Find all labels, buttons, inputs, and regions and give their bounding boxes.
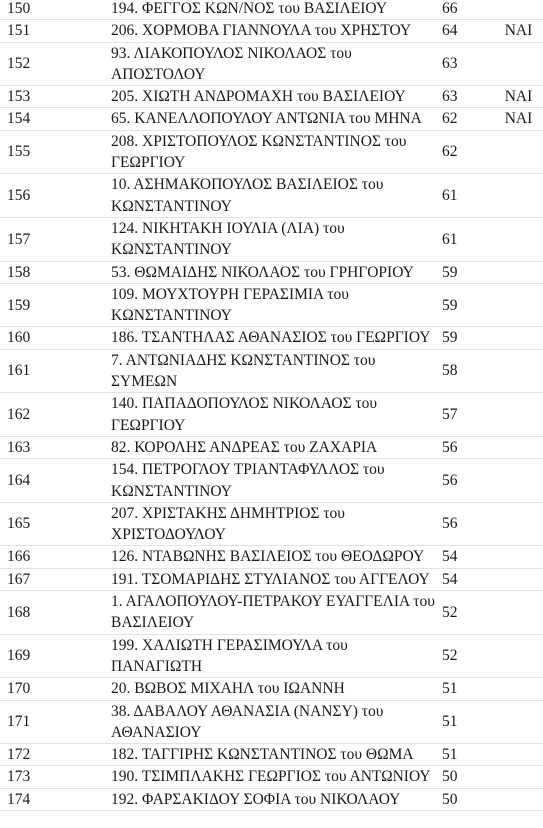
flag-cell [494, 261, 543, 283]
candidate-name-cell: 206. ΧΟΡΜΟΒΑ ΓΙΑΝΝΟΥΛΑ του ΧΡΗΣΤΟΥ [108, 20, 441, 42]
flag-cell: ΝΑΙ [494, 86, 543, 108]
flag-cell [494, 546, 543, 568]
score-cell: 54 [441, 568, 494, 590]
score-cell: 66 [441, 0, 494, 20]
candidate-name-cell: 20. ΒΩΒΟΣ ΜΙΧΑΗΛ του ΙΩΑΝΝΗ [108, 678, 441, 700]
rank-cell: 151 [0, 20, 108, 42]
candidate-name-cell: 38. ΔΑΒΑΛΟΥ ΑΘΑΝΑΣΙΑ (ΝΑΝΣΥ) του ΑΘΑΝΑΣΙΟΥ [108, 700, 441, 744]
rank-cell: 159 [0, 283, 108, 327]
candidate-name-cell: 190. ΤΣΙΜΠΛΑΚΗΣ ΓΕΩΡΓΙΟΣ του ΑΝΤΩΝΙΟΥ [108, 766, 441, 788]
rank-cell: 174 [0, 788, 108, 810]
candidate-name-cell: 65. ΚΑΝΕΛΛΟΠΟΥΛΟΥ ΑΝΤΩΝΙΑ του ΜΗΝΑ [108, 108, 441, 130]
candidate-name-cell: 207. ΧΡΙΣΤΑΚΗΣ ΔΗΜΗΤΡΙΟΣ του ΧΡΙΣΤΟΔΟΥΛΟΥ [108, 502, 441, 546]
table-row [0, 130, 543, 174]
score-cell: 63 [441, 42, 494, 86]
rank-cell: 165 [0, 502, 108, 546]
flag-cell [494, 634, 543, 678]
score-cell: 51 [441, 678, 494, 700]
rank-cell: 163 [0, 436, 108, 458]
score-cell: 52 [441, 591, 494, 635]
flag-cell [494, 283, 543, 327]
table-row [0, 283, 543, 327]
candidate-name-cell: 53. ΘΩΜΑΙΔΗΣ ΝΙΚΟΛΑΟΣ του ΓΡΗΓΟΡΙΟΥ [108, 261, 441, 283]
table-row [0, 174, 543, 218]
score-cell: 52 [441, 634, 494, 678]
table-row [0, 349, 543, 393]
score-cell: 51 [441, 700, 494, 744]
rank-cell: 171 [0, 700, 108, 744]
candidate-name-cell: 126. ΝΤΑΒΩΝΗΣ ΒΑΣΙΛΕΙΟΣ του ΘΕΟΔΩΡΟΥ [108, 546, 441, 568]
table-row [0, 678, 543, 700]
rank-cell: 152 [0, 42, 108, 86]
flag-cell [494, 568, 543, 590]
rank-cell: 168 [0, 591, 108, 635]
rank-cell: 153 [0, 86, 108, 108]
rank-cell: 157 [0, 217, 108, 261]
rank-cell: 169 [0, 634, 108, 678]
candidate-name-cell: 194. ΦΕΓΓΟΣ ΚΩΝ/ΝΟΣ του ΒΑΣΙΛΕΙΟΥ [108, 0, 441, 20]
table-row [0, 327, 543, 349]
table-row [0, 591, 543, 635]
score-cell: 59 [441, 283, 494, 327]
table-row [0, 634, 543, 678]
rank-cell: 155 [0, 130, 108, 174]
flag-cell [494, 217, 543, 261]
rank-cell: 161 [0, 349, 108, 393]
table-row [0, 393, 543, 437]
candidate-name-cell: 182. ΤΑΓΓΙΡΗΣ ΚΩΝΣΤΑΝΤΙΝΟΣ του ΘΩΜΑ [108, 744, 441, 766]
candidate-name-cell: 93. ΛΙΑΚΟΠΟΥΛΟΣ ΝΙΚΟΛΑΟΣ του ΑΠΟΣΤΟΛΟΥ [108, 42, 441, 86]
flag-cell [494, 349, 543, 393]
rank-cell: 158 [0, 261, 108, 283]
table-row [0, 459, 543, 503]
table-row [0, 546, 543, 568]
rank-cell: 160 [0, 327, 108, 349]
candidate-name-cell: 124. ΝΙΚΗΤΑΚΗ ΙΟΥΛΙΑ (ΛΙΑ) του ΚΩΝΣΤΑΝΤΙΝΟΥ [108, 217, 441, 261]
table-row [0, 261, 543, 283]
table-row [0, 502, 543, 546]
flag-cell [494, 788, 543, 810]
flag-cell [494, 327, 543, 349]
score-cell: 58 [441, 349, 494, 393]
candidate-name-cell: 192. ΦΑΡΣΑΚΙΔΟΥ ΣΟΦΙΑ του ΝΙΚΟΛΑΟΥ [108, 788, 441, 810]
rank-cell: 167 [0, 568, 108, 590]
flag-cell [494, 393, 543, 437]
candidate-name-cell: 154. ΠΕΤΡΟΓΛΟΥ ΤΡΙΑΝΤΑΦΥΛΛΟΣ του ΚΩΝΣΤΑΝΤΙΝΟΥ [108, 459, 441, 503]
rank-cell: 166 [0, 546, 108, 568]
flag-cell [494, 436, 543, 458]
candidate-name-cell: 109. ΜΟΥΧΤΟΥΡΗ ΓΕΡΑΣΙΜΙΑ του ΚΩΝΣΤΑΝΤΙΝΟΥ [108, 283, 441, 327]
flag-cell [494, 678, 543, 700]
candidate-name-cell: 10. ΑΣΗΜΑΚΟΠΟΥΛΟΣ ΒΑΣΙΛΕΙΟΣ του ΚΩΝΣΤΑΝΤΙΝΟΥ [108, 174, 441, 218]
score-cell: 50 [441, 788, 494, 810]
table-row [0, 0, 543, 20]
candidate-name-cell: 191. ΤΣΟΜΑΡΙΔΗΣ ΣΤΥΛΙΑΝΟΣ του ΑΓΓΕΛΟΥ [108, 568, 441, 590]
score-cell: 61 [441, 174, 494, 218]
score-cell: 61 [441, 217, 494, 261]
rank-cell: 156 [0, 174, 108, 218]
score-cell: 59 [441, 261, 494, 283]
flag-cell [494, 502, 543, 546]
score-cell: 54 [441, 546, 494, 568]
rank-cell: 162 [0, 393, 108, 437]
table-row [0, 217, 543, 261]
table-row [0, 20, 543, 42]
table-row [0, 42, 543, 86]
rank-cell: 154 [0, 108, 108, 130]
rank-cell: 173 [0, 766, 108, 788]
rank-cell: 164 [0, 459, 108, 503]
flag-cell [494, 130, 543, 174]
table-row [0, 86, 543, 108]
score-cell: 62 [441, 108, 494, 130]
score-cell: 62 [441, 130, 494, 174]
flag-cell [494, 459, 543, 503]
flag-cell [494, 0, 543, 20]
score-cell: 57 [441, 393, 494, 437]
flag-cell [494, 700, 543, 744]
rank-cell: 170 [0, 678, 108, 700]
rank-cell: 172 [0, 744, 108, 766]
score-cell: 56 [441, 436, 494, 458]
candidate-name-cell: 140. ΠΑΠΑΔΟΠΟΥΛΟΣ ΝΙΚΟΛΑΟΣ του ΓΕΩΡΓΙΟΥ [108, 393, 441, 437]
candidate-name-cell: 199. ΧΑΛΙΩΤΗ ΓΕΡΑΣΙΜΟΥΛΑ του ΠΑΝΑΓΙΩΤΗ [108, 634, 441, 678]
flag-cell: ΝΑΙ [494, 108, 543, 130]
table-row [0, 766, 543, 788]
candidate-name-cell: 7. ΑΝΤΩΝΙΑΔΗΣ ΚΩΝΣΤΑΝΤΙΝΟΣ του ΣΥΜΕΩΝ [108, 349, 441, 393]
candidate-name-cell: 205. ΧΙΩΤΗ ΑΝΔΡΟΜΑΧΗ του ΒΑΣΙΛΕΙΟΥ [108, 86, 441, 108]
table-row [0, 108, 543, 130]
table-row [0, 788, 543, 810]
flag-cell [494, 174, 543, 218]
candidate-name-cell: 208. ΧΡΙΣΤΟΠΟΥΛΟΣ ΚΩΝΣΤΑΝΤΙΝΟΣ του ΓΕΩΡΓΙΟΥ [108, 130, 441, 174]
score-cell: 59 [441, 327, 494, 349]
score-cell: 51 [441, 744, 494, 766]
score-cell: 50 [441, 766, 494, 788]
table-row [0, 568, 543, 590]
rank-cell: 150 [0, 0, 108, 20]
flag-cell: ΝΑΙ [494, 20, 543, 42]
candidate-name-cell: 186. ΤΣΑΝΤΗΛΑΣ ΑΘΑΝΑΣΙΟΣ του ΓΕΩΡΓΙΟΥ [108, 327, 441, 349]
flag-cell [494, 591, 543, 635]
table-row [0, 700, 543, 744]
flag-cell [494, 744, 543, 766]
candidate-name-cell: 1. ΑΓΑΛΟΠΟΥΛΟΥ-ΠΕΤΡΑΚΟΥ ΕΥΑΓΓΕΛΙΑ του ΒΑΣΙΛΕΙΟΥ [108, 591, 441, 635]
table-row [0, 744, 543, 766]
score-cell: 56 [441, 459, 494, 503]
candidate-name-cell: 82. ΚΟΡΟΛΗΣ ΑΝΔΡΕΑΣ του ΖΑΧΑΡΙΑ [108, 436, 441, 458]
flag-cell [494, 766, 543, 788]
table-row [0, 436, 543, 458]
flag-cell [494, 42, 543, 86]
score-cell: 64 [441, 20, 494, 42]
score-cell: 56 [441, 502, 494, 546]
score-cell: 63 [441, 86, 494, 108]
